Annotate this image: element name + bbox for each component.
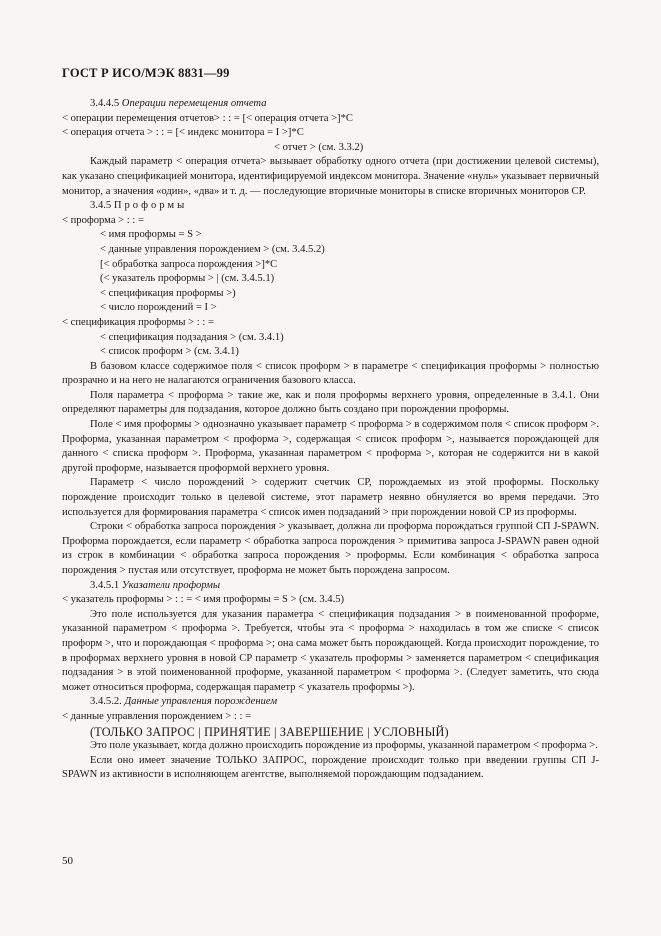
section-title: Проформы [113,200,188,212]
section-title: Операции перемещения отчета [121,98,267,109]
section-heading-3-4-5-2 [62,695,599,710]
body-paragraph: Это поле указывает, когда должно происходить порождение из проформы, указанной параметром < проформа >. [90,740,598,752]
body-paragraph: Параметр < число порождений > содержит счетчик СР, порождаемых из этой проформы. Поскольку порождение происходит только в целевой системе, этот параметр неявно обнуляется во время передачи. Это используется для формирования параметра < список имен подзаданий > при порождении новой СР из проформы. [62,477,599,518]
body-paragraph: Поля параметра < проформа > такие же, как и поля проформы верхнего уровня, определенные в 3.4.1. Они определяют параметры для подзадания, которое должно быть создано при порождении проформы. [62,389,599,416]
syntax-line: < операция отчета > : : = [< индекс монитора = I >]*C [62,127,304,139]
section-number: 3.4.5.2. [90,696,122,708]
section-number: 3.4.4.5 [90,98,120,109]
body-paragraph: В базовом классе содержимое поля < список проформ > в параметре < спецификация проформы > полностью прозрачно и на него не налагаются ограничения базового класса. [62,360,599,387]
body-paragraph: Это поле используется для указания параметра < спецификация подзадания > в поименованной проформе, указанной параметром < проформа >. Требуется, чтобы эта < проформа > находилась в том же списке < список проформ >, что и порождающая < проформа >; она сама может быть порождающей. Когда происходит порождение, то в проформах верхнего уровня в новой СР параметр < указатель проформы > заменяется параметром < спецификация подзадания > в этой поименованной проформе, указанной параметром < проформа >. (Следует заметить, что сюда может относиться проформа, содержащая параметр < указатель проформы >). [62,608,599,693]
section-number: 3.4.5.1 [90,579,120,591]
syntax-line-options: (ТОЛЬКО ЗАПРОС | ПРИНЯТИЕ | ЗАВЕРШЕНИЕ | УСЛОВНЫЙ) [90,724,449,739]
body-paragraph: Если оно имеет значение ТОЛЬКО ЗАПРОС, порождение происходит только при введении группы СП J-SPAWN из активности в исполняющем агентстве, выполняемой порождающим подзаданием. [62,754,599,781]
body-paragraph: Поле < имя проформы > однозначно указывает параметр < проформа > в содержимом поля < список проформ >. Проформа, указанная параметром < проформа >, содержащая < список проформ >, называется порождающей для данного < списка проформ >. Проформа, указанная параметром < проформа >, которая не содержится ни в какой другой проформе, называется проформой верхнего уровня. [62,419,599,474]
page-content [62,97,599,783]
section-heading-3-4-5 [62,199,599,214]
syntax-line: < имя проформы = S > [100,229,202,241]
section-title: Данные управления порождением [124,696,278,708]
body-paragraph: Строки < обработка запроса порождения > указывает, должна ли проформа порождаться группой СП J-SPAWN. Проформа порождается, если параметр < обработка запроса порождения > примитива запроса J-SPAWN равен одной из строк в комбинации < обработка запроса порождения > проформы. Если комбинация < обработка запроса порождения > пустая или отсутствует, проформа не может быть порождена запросом. [62,521,599,576]
syntax-line: [< обработка запроса порождения >]*C [100,258,278,270]
syntax-line: < список проформ > (см. 3.4.1) [100,346,239,358]
syntax-line: < проформа > : : = [62,214,144,226]
syntax-line: < операции перемещения отчетов> : : = [< операция отчета >]*C [62,112,353,124]
syntax-line: < спецификация проформы > : : = [62,316,214,328]
syntax-line: < данные управления порождением > (см. 3.4.5.2) [100,243,325,255]
body-paragraph: Каждый параметр < операция отчета> вызывает обработку одного отчета (при достижении целевой системы), как указано спецификацией монитора, идентифицируемой индексом монитора. Значение «нуль» указывает первичный монитор, а значения «один», «два» и т. д. — последующие вторичные мониторы в списке вторичных мониторов СР. [62,156,599,197]
syntax-line: (< указатель проформы > | (см. 3.4.5.1) [100,273,275,285]
section-heading-3-4-4-5 [62,97,599,112]
syntax-line: < указатель проформы > : : = < имя проформы = S > (см. 3.4.5) [62,594,345,606]
syntax-line: < отчет > (см. 3.3.2) [274,141,364,153]
syntax-line: < спецификация подзадания > (см. 3.4.1) [100,331,284,343]
section-title: Указатели проформы [121,579,221,591]
syntax-line: < спецификация проформы >) [100,287,236,299]
section-number: 3.4.5 [90,200,112,212]
section-heading-3-4-5-1 [62,579,599,594]
syntax-line: < данные управления порождением > : : = [62,710,252,722]
page-header: ГОСТ Р ИСО/МЭК 8831—99 [62,66,230,80]
syntax-line: < число порождений = I > [100,302,217,314]
page-number: 50 [62,855,73,867]
